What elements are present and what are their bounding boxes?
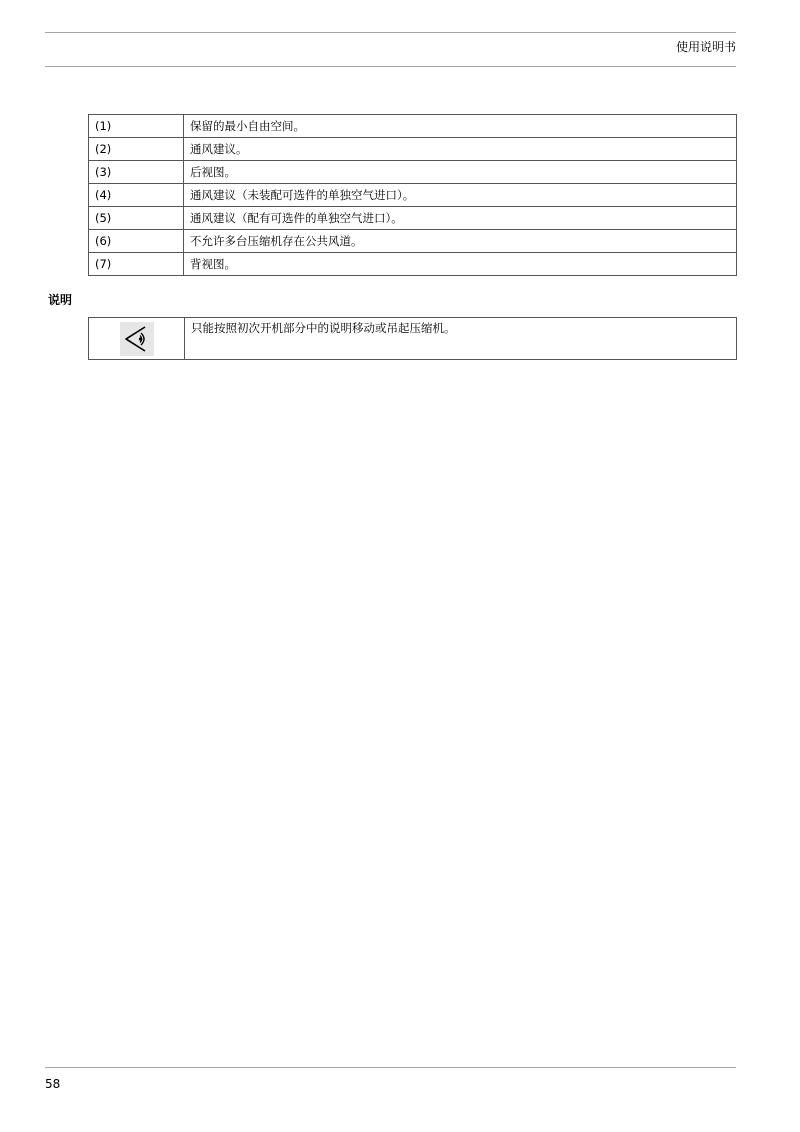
table-row (89, 318, 737, 360)
legend-text: 不允许多台压缩机存在公共风道。 (184, 230, 737, 253)
legend-text: 通风建议（未装配可选件的单独空气进口）。 (184, 184, 737, 207)
header-bottom-rule (45, 66, 736, 67)
legend-key: (4) (89, 184, 184, 207)
section-title: 说明 (48, 293, 73, 307)
table-row (89, 230, 737, 253)
note-table (88, 317, 737, 360)
legend-text: 后视图。 (184, 161, 737, 184)
table-row (89, 161, 737, 184)
legend-key: (1) (89, 115, 184, 138)
legend-key: (3) (89, 161, 184, 184)
legend-text: 通风建议。 (184, 138, 737, 161)
footer-rule (45, 1067, 736, 1068)
page-number: 58 (45, 1077, 61, 1091)
table-row (89, 207, 737, 230)
legend-key: (7) (89, 253, 184, 276)
table-row (89, 138, 737, 161)
eye-icon (120, 322, 154, 356)
legend-text: 保留的最小自由空间。 (184, 115, 737, 138)
note-icon-cell (89, 318, 185, 360)
legend-key: (6) (89, 230, 184, 253)
header-top-rule (45, 32, 736, 33)
legend-key: (2) (89, 138, 184, 161)
table-row (89, 184, 737, 207)
table-row (89, 115, 737, 138)
table-row (89, 253, 737, 276)
header-title: 使用说明书 (675, 40, 736, 54)
legend-key: (5) (89, 207, 184, 230)
legend-table (88, 114, 737, 276)
legend-text: 通风建议（配有可选件的单独空气进口）。 (184, 207, 737, 230)
note-text: 只能按照初次开机部分中的说明移动或吊起压缩机。 (185, 318, 737, 360)
legend-text: 背视图。 (184, 253, 737, 276)
